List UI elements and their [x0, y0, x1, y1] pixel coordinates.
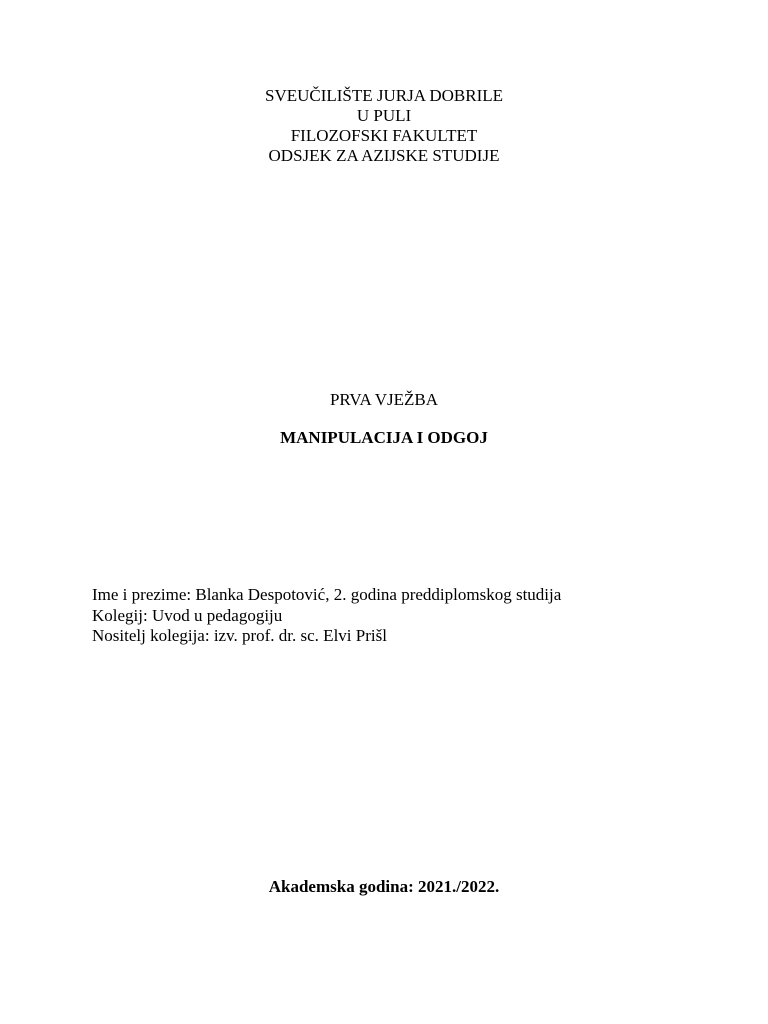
- exercise-label: PRVA VJEŽBA: [329, 390, 439, 409]
- university-name: SVEUČILIŠTE JURJA DOBRILE: [264, 86, 503, 105]
- academic-year: Akademska godina: 2021./2022.: [268, 877, 500, 896]
- document-title: MANIPULACIJA I ODGOJ: [280, 428, 488, 447]
- student-name-line: Ime i prezime: Blanka Despotović, 2. godina preddiplomskog studija: [92, 585, 562, 604]
- course-line: Kolegij: Uvod u pedagogiju: [92, 605, 283, 625]
- course-lecturer-line: Nositelj kolegija: izv. prof. dr. sc. Elvi Prišl: [92, 626, 387, 645]
- student-info: [92, 585, 561, 647]
- university-city: U PULI: [356, 106, 412, 125]
- faculty-name: FILOZOFSKI FAKULTET: [290, 126, 478, 145]
- department-name: ODSJEK ZA AZIJSKE STUDIJE: [268, 146, 500, 165]
- institution-header: [0, 86, 768, 166]
